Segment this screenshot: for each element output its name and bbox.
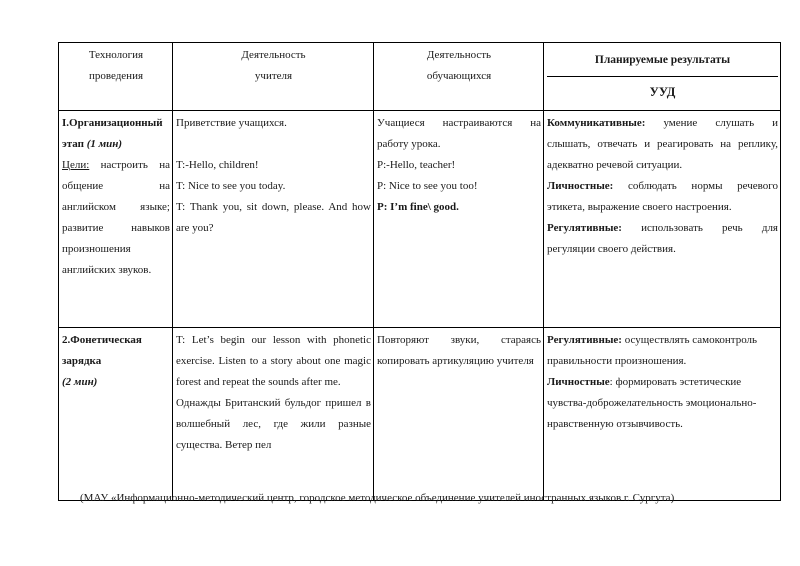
- teacher-1-spacer: [176, 134, 371, 155]
- teacher-2-line1: T: Let’s begin our lesson with phonetic exercise. Listen to a story about one magic forest and repeat the sounds after me.: [176, 334, 371, 388]
- cell-student-activity-1: [374, 111, 544, 328]
- stage-2-subtitle: [62, 351, 170, 372]
- student-1-line4: P: I’m fine\ good.: [377, 201, 459, 213]
- stage-1-title-text: I.Организационный: [62, 117, 163, 129]
- student-1-line3: P: Nice to see you too!: [377, 180, 478, 192]
- column-header-teacher-activity: [173, 43, 374, 111]
- column-header-student-activity: [374, 43, 544, 111]
- stage-2-title-text: 2.Фонетическая: [62, 334, 142, 346]
- teacher-2-line2: Однажды Британский бульдог пришел в волшебный лес, где жили разные существа. Ветер пел: [176, 397, 371, 451]
- stage-1-goals-label: Цели:: [62, 159, 90, 171]
- result-2-regulative-text: осуществлять самоконтроль правильности произношения.: [547, 334, 758, 367]
- student-2-line1: Повторяют звуки, стараясь копировать артикуляцию учителя: [377, 334, 541, 367]
- cell-planned-results-2: [544, 328, 781, 501]
- stage-1-subtitle: [62, 134, 170, 155]
- result-1-personal: [547, 176, 778, 218]
- cell-stage-1: [59, 111, 173, 328]
- stage-1-goals-text: настроить на общение на английском языке; развитие навыков произношения английских звуков.: [62, 159, 170, 276]
- stage-1-time: (1 мин): [86, 138, 123, 150]
- result-1-personal-text: соблюдать нормы речевого этикета, выражение своего настроения.: [547, 180, 778, 213]
- column-header-technology-line2: проведения: [88, 70, 144, 82]
- result-1-personal-label: Личностные:: [547, 180, 614, 192]
- stage-1-title2-text: этап: [62, 138, 84, 150]
- column-header-teacher-activity-line2: учителя: [254, 70, 293, 82]
- column-header-teacher-activity-line1: Деятельность: [241, 49, 306, 61]
- stage-2-title: [62, 330, 170, 351]
- teacher-1-line2: T:-Hello, children!: [176, 159, 259, 171]
- column-header-planned-results-title: Планируемые результаты: [547, 45, 778, 77]
- result-1-regulative-text: использовать речь для регуляции своего действия.: [547, 222, 778, 255]
- teacher-1-line1: Приветствие учащихся.: [176, 117, 287, 129]
- table-row: [59, 111, 781, 328]
- table-row: [59, 328, 781, 501]
- result-2-personal-text: : формировать эстетические чувства-доброжелательность эмоционально-нравственную отзывчивость.: [547, 376, 757, 430]
- stage-2-title2-text: зарядка: [62, 355, 102, 367]
- result-2-regulative: [547, 330, 778, 372]
- result-1-regulative-label: Регулятивные:: [547, 222, 622, 234]
- column-header-technology-line1: Технология: [88, 49, 144, 61]
- teacher-1-line4: T: Thank you, sit down, please. And how are you?: [176, 201, 371, 234]
- result-1-communicative-text: умение слушать и слышать, отвечать и реагировать на реплику, адекватно речевой ситуации.: [547, 117, 778, 171]
- table-header-row: [59, 43, 781, 111]
- cell-teacher-activity-2: [173, 328, 374, 501]
- stage-2-time: (2 мин): [62, 376, 98, 388]
- stage-2-time-line: [62, 372, 170, 393]
- result-2-personal: [547, 372, 778, 435]
- result-1-communicative: [547, 113, 778, 176]
- column-header-student-activity-line1: Деятельность: [426, 49, 492, 61]
- stage-1-title: [62, 113, 170, 134]
- cell-planned-results-1: [544, 111, 781, 328]
- column-header-uud: УУД: [649, 85, 676, 99]
- student-1-line2: P:-Hello, teacher!: [377, 159, 456, 171]
- student-1-line1: Учащиеся настраиваются на работу урока.: [377, 117, 541, 150]
- column-header-student-activity-line2: обучающихся: [426, 70, 492, 82]
- lesson-plan-table: [58, 42, 781, 501]
- cell-student-activity-2: [374, 328, 544, 501]
- stage-1-goals: [62, 155, 170, 281]
- teacher-1-line3: T: Nice to see you today.: [176, 180, 286, 192]
- result-1-communicative-label: Коммуникативные:: [547, 117, 646, 129]
- column-header-planned-results: [544, 43, 781, 111]
- cell-stage-2: [59, 328, 173, 501]
- cell-teacher-activity-1: [173, 111, 374, 328]
- document-footer: (МАУ «Информационно-методический центр, городское методическое объединение учителей иностранных языков г. Сургута): [80, 492, 675, 504]
- result-2-personal-label: Личностные: [547, 376, 610, 388]
- result-2-regulative-label: Регулятивные:: [547, 334, 622, 346]
- column-header-technology: [59, 43, 173, 111]
- result-1-regulative: [547, 218, 778, 260]
